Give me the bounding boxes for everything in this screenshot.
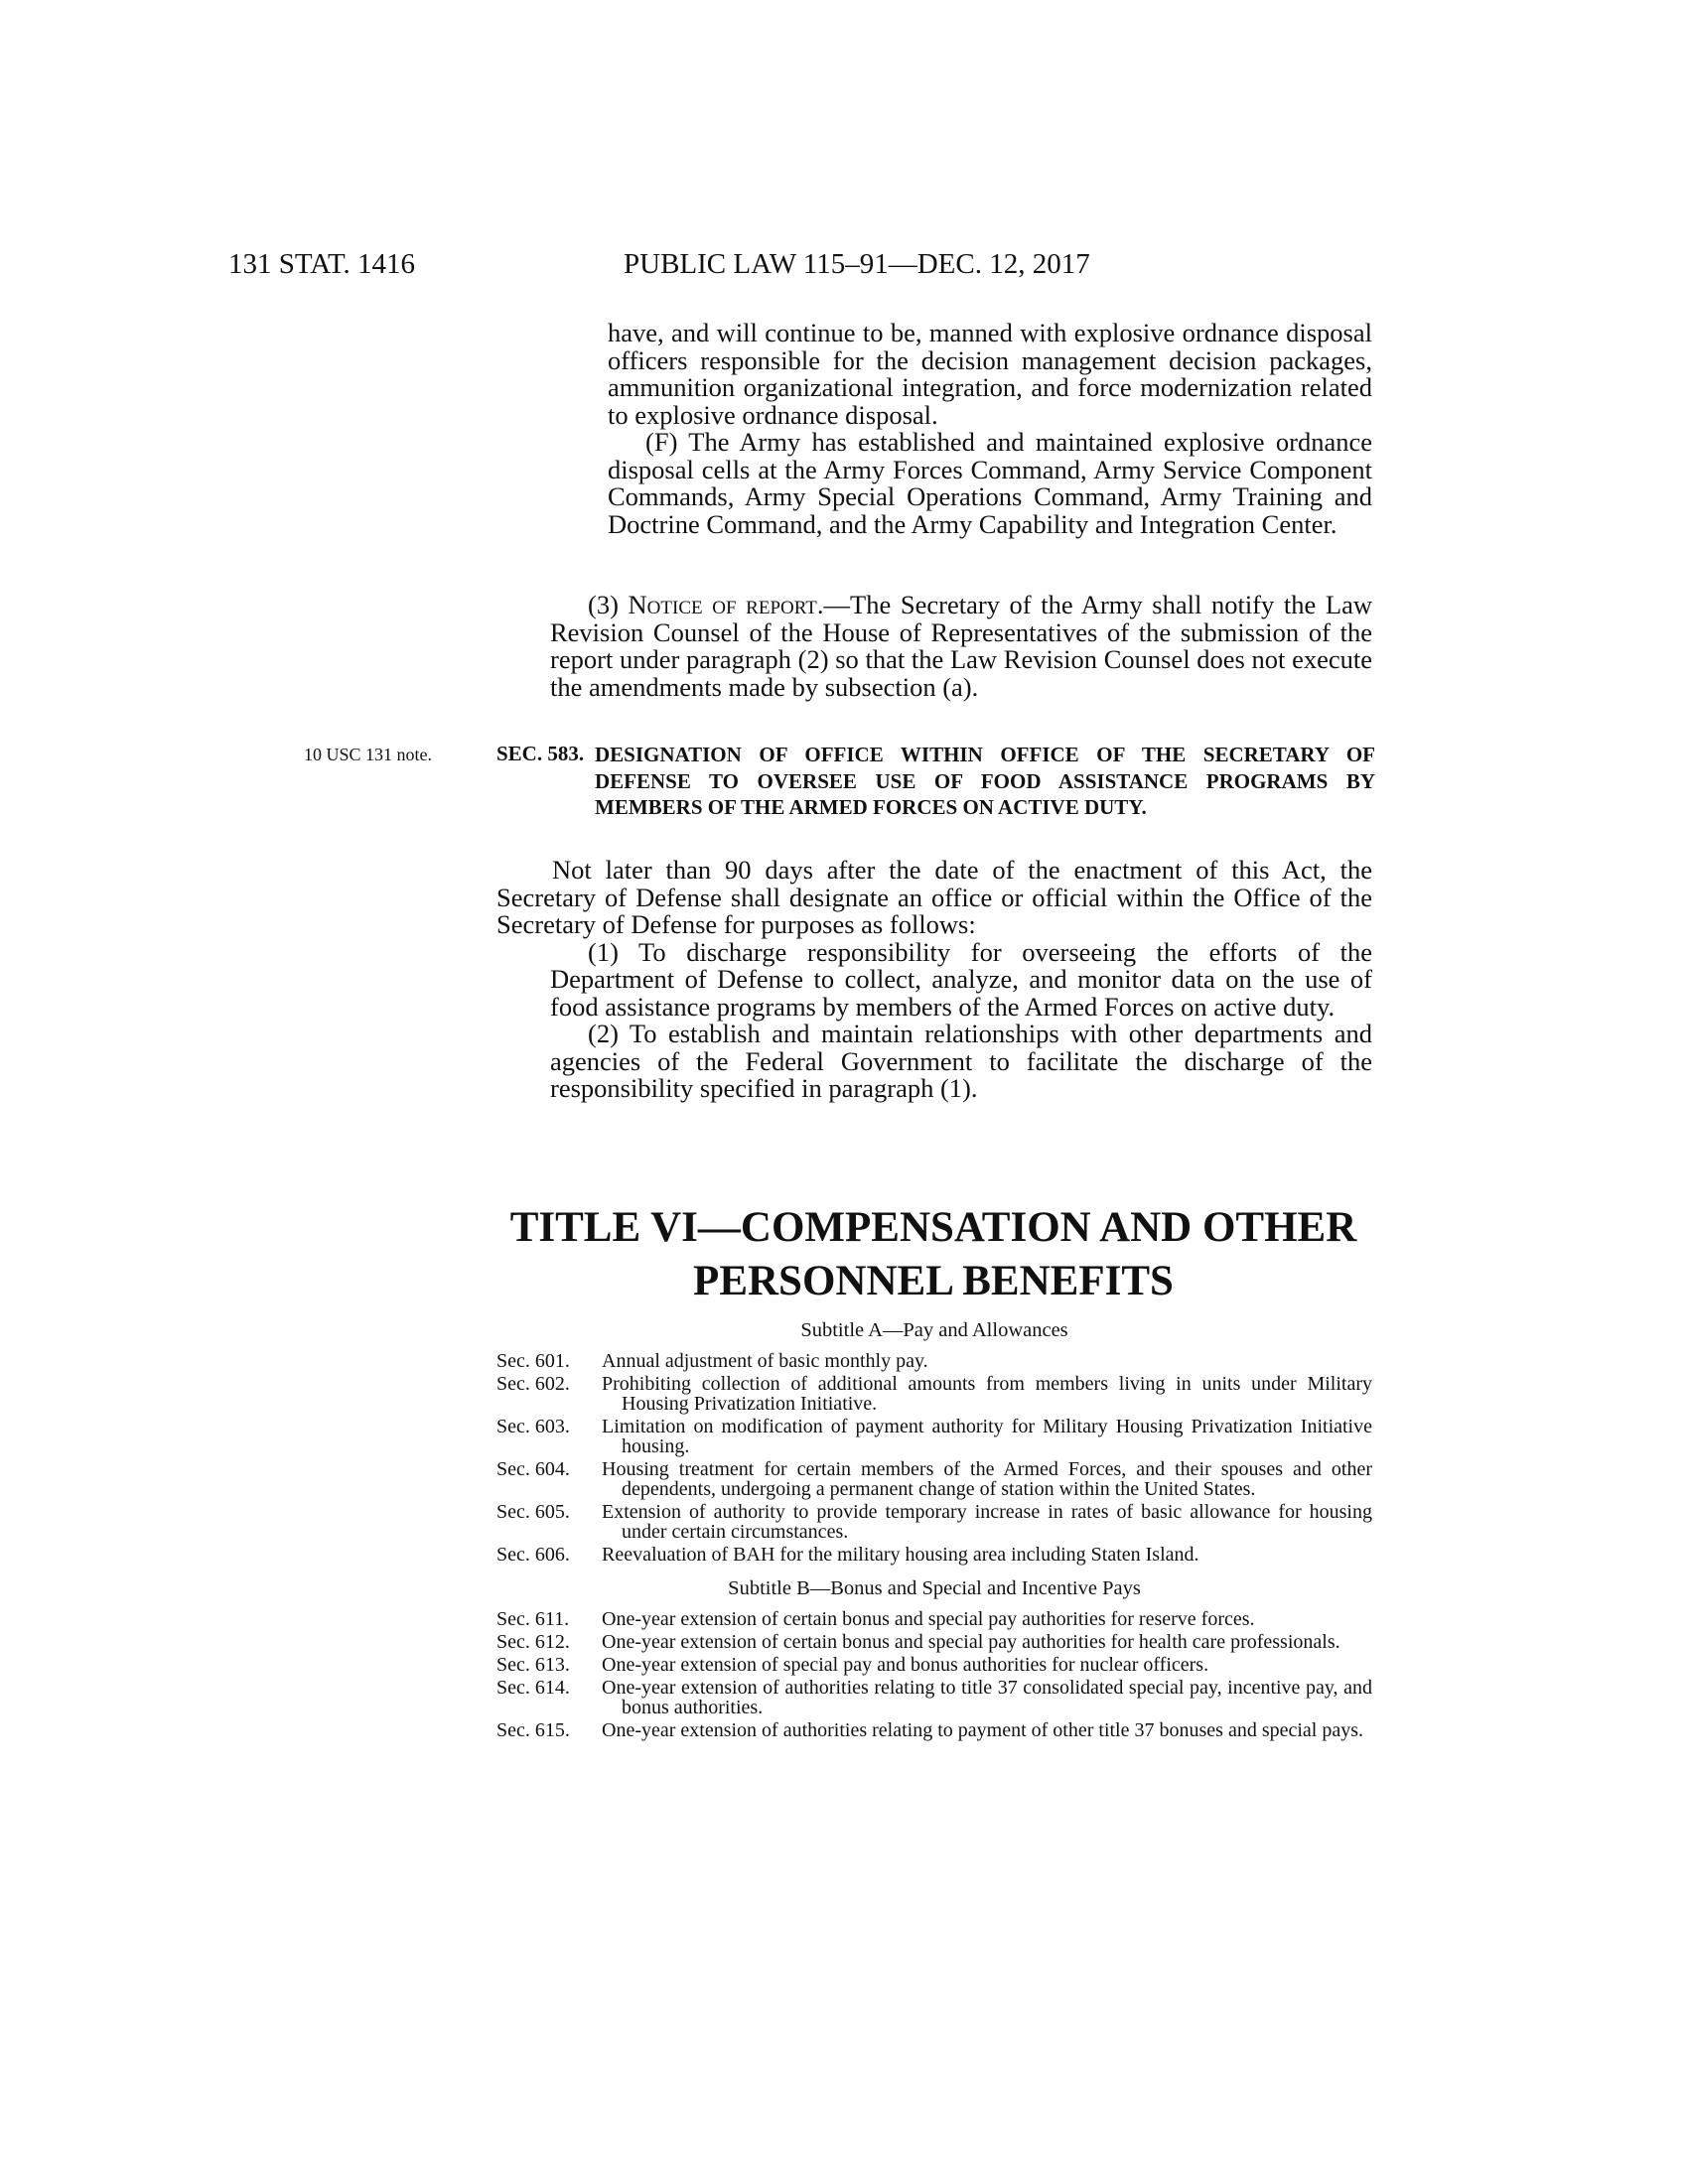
notice-of-report-paragraph [550, 592, 1372, 701]
toc-entry [496, 1459, 1372, 1499]
toc-section-title: One-year extension of authorities relating to title 37 consolidated special pay, incentive pay, and bonus authorities. [602, 1677, 1372, 1718]
notice-text: —The Secretary of the Army shall notify the Law Revision Counsel of the House of Representatives of the submission of the report under paragraph (2) so that the Law Revision Counsel does not execute the amendments made by subsection (a). [550, 590, 1372, 702]
page-header [0, 248, 1688, 288]
toc-section-number: Sec. 614. [496, 1677, 570, 1699]
continued-text-block [608, 320, 1372, 538]
toc-entry [496, 1632, 1372, 1652]
toc-section-title: One-year extension of certain bonus and special pay authorities for reserve forces. [602, 1608, 1255, 1630]
section-lead-paragraph: Not later than 90 days after the date of the enactment of this Act, the Secretary of Defense shall designate an office or official within the Office of the Secretary of Defense for purposes as follows: [496, 855, 1372, 939]
toc-section-title: Prohibiting collection of additional amounts from members living in units under Military Housing Privatization Initiative. [602, 1373, 1372, 1415]
toc-section-title: One-year extension of special pay and bonus authorities for nuclear officers. [602, 1654, 1209, 1676]
toc-section-number: Sec. 606. [496, 1544, 570, 1566]
subtitle-a-heading: Subtitle A—Pay and Allowances [800, 1319, 1068, 1341]
toc-section-number: Sec. 605. [496, 1501, 570, 1523]
notice-heading: Notice of report. [628, 590, 824, 619]
toc-entry [496, 1655, 1372, 1675]
table-of-contents [496, 1320, 1372, 1743]
toc-section-title: One-year extension of certain bonus and special pay authorities for health care professionals. [602, 1631, 1340, 1653]
title-vi-heading [397, 1201, 1470, 1308]
toc-section-title: Extension of authority to provide temporary increase in rates of basic allowance for housing under certain circumstances. [602, 1501, 1372, 1543]
toc-entry [496, 1609, 1372, 1629]
toc-section-number: Sec. 601. [496, 1350, 570, 1372]
toc-section-title: Housing treatment for certain members of the Armed Forces, and their spouses and other dependents, undergoing a permanent change of station within the United States. [602, 1458, 1372, 1500]
toc-section-number: Sec. 611. [496, 1608, 570, 1630]
notice-of-report-block [550, 592, 1372, 701]
toc-entry [496, 1720, 1372, 1740]
toc-section-title: Limitation on modification of payment authority for Military Housing Privatization Initiative housing. [602, 1416, 1372, 1457]
toc-section-number: Sec. 613. [496, 1654, 570, 1676]
toc-section-number: Sec. 602. [496, 1373, 570, 1395]
toc-entry [496, 1374, 1372, 1414]
notice-number: (3) [588, 590, 619, 619]
section-583-body [496, 857, 1372, 1103]
toc-entry [496, 1417, 1372, 1456]
toc-entry [496, 1545, 1372, 1565]
section-paragraph-2: (2) To establish and maintain relationships with other departments and agencies of the Federal Government to facilitate the discharge of the responsibility specified in paragraph (1). [550, 1019, 1372, 1103]
toc-entry [496, 1678, 1372, 1717]
public-law-heading: PUBLIC LAW 115–91—DEC. 12, 2017 [624, 248, 1090, 280]
toc-section-title: Reevaluation of BAH for the military housing area including Staten Island. [602, 1544, 1199, 1566]
statute-citation: 131 STAT. 1416 [228, 248, 416, 280]
section-paragraph-1: (1) To discharge responsibility for overseeing the efforts of the Department of Defense to collect, analyze, and monitor data on the use of food assistance programs by members of the Armed Forces on active duty. [550, 936, 1372, 1022]
toc-entry [496, 1502, 1372, 1542]
section-title: DESIGNATION OF OFFICE WITHIN OFFICE OF THE SECRETARY OF DEFENSE TO OVERSEE USE OF FOOD ASSISTANCE PROGRAMS BY MEMBERS OF THE ARMED FORCES ON ACTIVE DUTY. [595, 743, 1375, 819]
toc-section-number: Sec. 612. [496, 1631, 570, 1653]
toc-section-title: One-year extension of authorities relating to payment of other title 37 bonuses and special pays. [602, 1719, 1364, 1741]
section-label: SEC. 583. [496, 742, 585, 765]
title-line-2: PERSONNEL BENEFITS [693, 1258, 1174, 1304]
toc-section-title: Annual adjustment of basic monthly pay. [602, 1350, 928, 1372]
subtitle-b-heading: Subtitle B—Bonus and Special and Incentive Pays [728, 1577, 1141, 1599]
paragraph-e-continuation: have, and will continue to be, manned with explosive ordnance disposal officers responsible for the decision management decision packages, ammunition organizational integration, and force modernization related to explosive ordnance disposal. [608, 318, 1372, 430]
toc-entry [496, 1351, 1372, 1371]
paragraph-f: (F) The Army has established and maintained explosive ordnance disposal cells at the Army Forces Command, Army Service Component Commands, Army Special Operations Command, Army Training and Doctrine Command, and the Army Capability and Integration Center. [608, 427, 1372, 539]
margin-note: 10 USC 131 note. [304, 745, 433, 764]
toc-section-number: Sec. 604. [496, 1458, 570, 1480]
title-line-1: TITLE VI—COMPENSATION AND OTHER [509, 1204, 1357, 1251]
toc-section-number: Sec. 603. [496, 1416, 570, 1437]
toc-section-number: Sec. 615. [496, 1719, 570, 1741]
